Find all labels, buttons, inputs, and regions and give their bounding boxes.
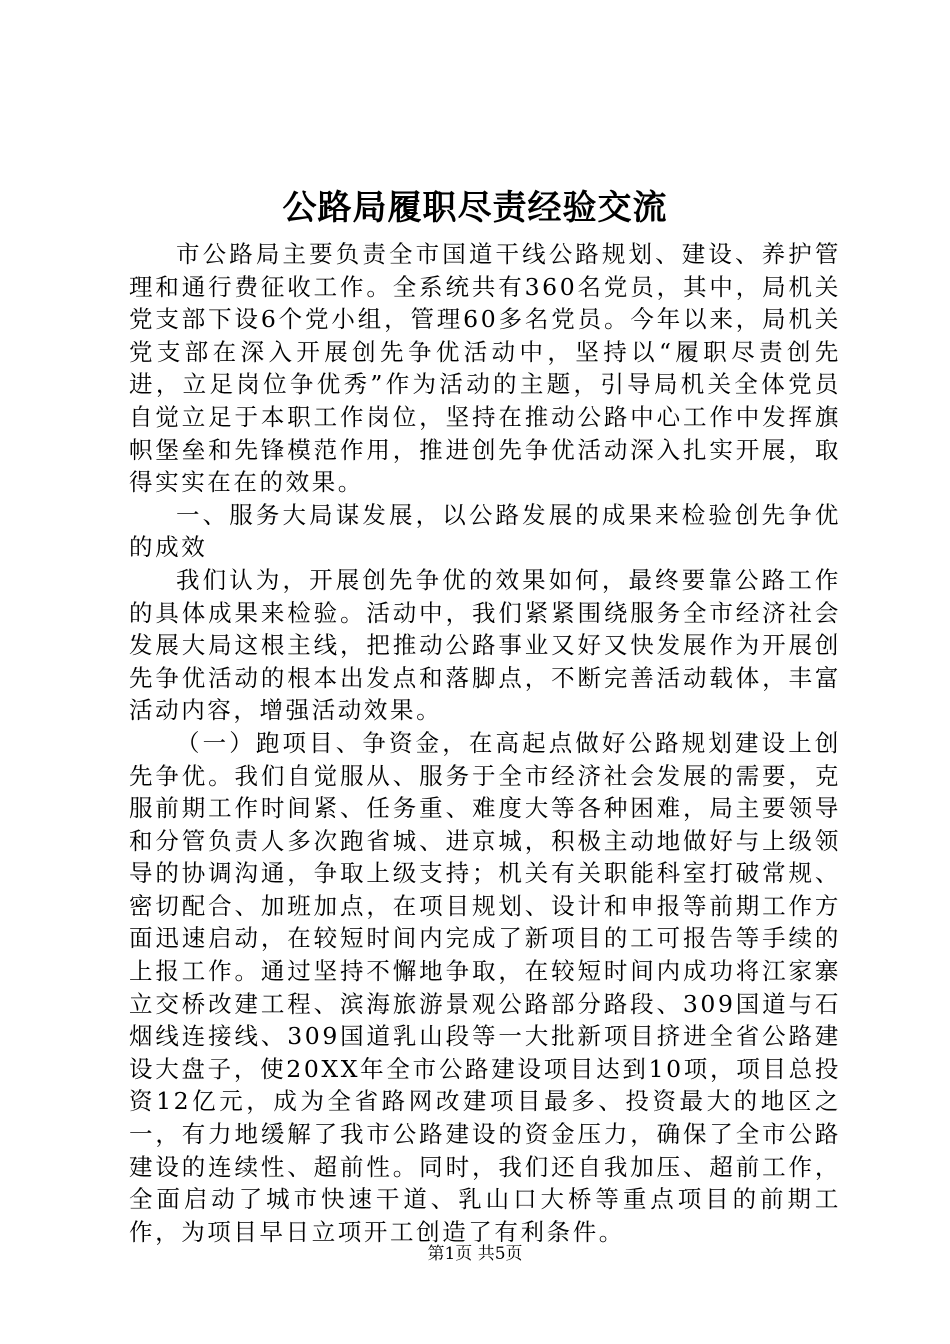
paragraph-intro: 市公路局主要负责全市国道干线公路规划、建设、养护管理和通行费征收工作。全系统共有360名党员，其中，局机关党支部下设6个党小组，管理60多名党员。今年以来，局机关党支部在深入开展创先争优活动中，坚持以“履职尽责创先进，立足岗位争优秀”作为活动的主题，引导局机关全体党员自觉立足于本职工作岗位，坚持在推动公路中心工作中发挥旗帜堡垒和先锋模范作用，推进创先争优活动深入扎实开展，取得实实在在的效果。 — [129, 240, 841, 497]
document-title: 公路局履职尽责经验交流 — [282, 188, 668, 228]
paragraph-3: （一）跑项目、争资金，在高起点做好公路规划建设上创先争优。我们自觉服从、服务于全市经济社会发展的需要，克服前期工作时间紧、任务重、难度大等各种困难，局主要领导和分管负责人多次跑省城、进京城，积极主动地做好与上级领导的协调沟通，争取上级支持；机关有关职能科室打破常规、密切配合、加班加点，在项目规划、设计和申报等前期工作方面迅速启动，在较短时间内完成了新项目的工可报告等手续的上报工作。通过坚持不懈地争取，在较短时间内成功将江家寨立交桥改建工程、滨海旅游景观公路部分路段、309国道与石烟线连接线、309国道乳山段等一大批新项目挤进全省公路建设大盘子，使20XX年全市公路建设项目达到10项，项目总投资12亿元，成为全省路网改建项目最多、投资最大的地区之一，有力地缓解了我市公路建设的资金压力，确保了全市公路建设的连续性、超前性。同时，我们还自我加压、超前工作，全面启动了城市快速干道、乳山口大桥等重点项目的前期工作，为项目早日立项开工创造了有利条件。 — [129, 728, 841, 1246]
paragraph-heading-1: 一、服务大局谋发展，以公路发展的成果来检验创先争优的成效 — [129, 500, 841, 562]
document-body — [129, 238, 841, 1248]
paragraph-2: 我们认为，开展创先争优的效果如何，最终要靠公路工作的具体成果来检验。活动中，我们紧紧围绕服务全市经济社会发展大局这根主线，把推动公路事业又好又快发展作为开展创先争优活动的根本出发点和落脚点，不断完善活动载体，丰富活动内容，增强活动效果。 — [129, 565, 841, 725]
page-footer: 第1页 共5页 — [427, 1244, 523, 1264]
